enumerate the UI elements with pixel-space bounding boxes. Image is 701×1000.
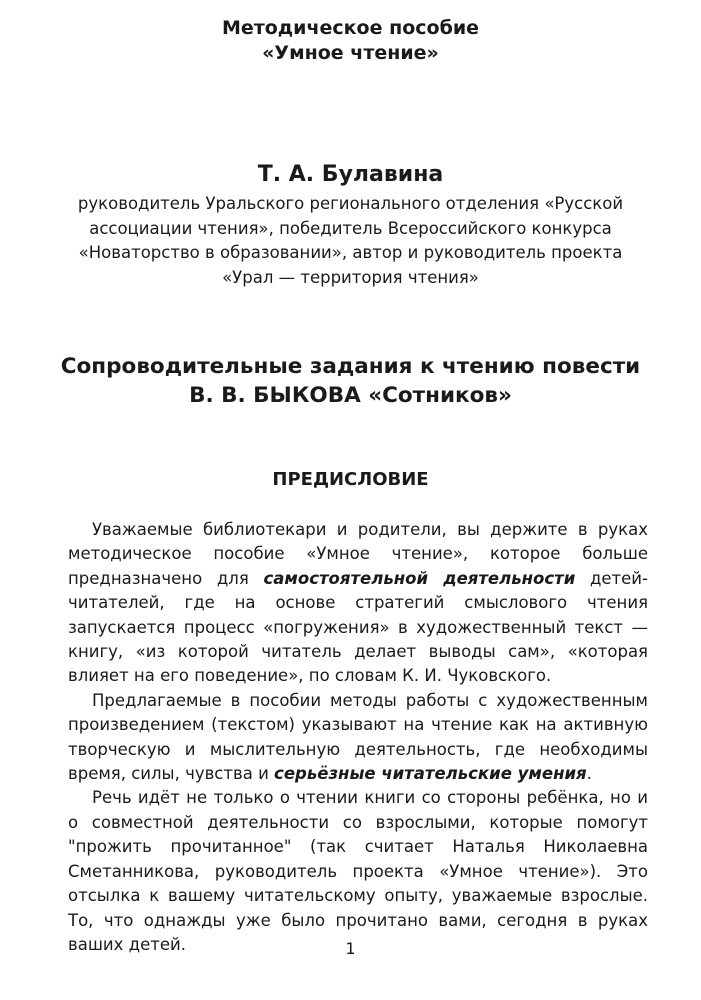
author-block [40, 160, 661, 290]
paragraph-1-text-b: детей-читателей, где на основе стратегий смыслового чтения запускается процесс «погружения» в художественный текст — книгу, «из которой читатель делает выводы сам», «которая влияет на его поведение», по словам К. И. Чуковского. [68, 568, 648, 686]
author-name: Т. А. Булавина [257, 162, 444, 187]
page-header [0, 16, 701, 66]
paragraph-1-text-a: Уважаемые библиотекари и родители, вы держите в руках методическое пособие «Умное чтение», которое больше предназначено для [68, 520, 648, 588]
body-text [68, 518, 648, 957]
paragraph-2-emphasis: серьёзные читательские умения [274, 764, 587, 784]
author-desc-line-4: «Урал — территория чтения» [222, 267, 479, 287]
header-line-1: Методическое пособие [221, 17, 480, 39]
author-desc-line-2: ассоциации чтения», победитель Всероссийского конкурса [89, 218, 612, 238]
section-heading: ПРЕДИСЛОВИЕ [272, 469, 429, 490]
author-desc-line-3: «Новаторство в образовании», автор и руководитель проекта [78, 243, 623, 262]
title-line-2: В. В. БЫКОВА «Сотников» [189, 383, 512, 408]
paragraph-2 [68, 689, 648, 787]
paragraph-1-emphasis: самостоятельной деятельности [263, 568, 576, 588]
paragraph-2-text-a: Предлагаемые в пособии методы работы с художественным произведением (текстом) указывают на чтение как на активную творческую и мыслительную деятельность, где необходимы время, силы, чувства и [68, 690, 648, 784]
header-line-2: «Умное чтение» [262, 42, 439, 64]
paragraph-1 [68, 518, 648, 689]
author-description [40, 192, 661, 290]
paragraph-2-text-b: . [586, 764, 592, 784]
author-desc-line-1: руководитель Уральского регионального отделения «Русской [77, 194, 624, 213]
page-number: 1 [345, 939, 356, 958]
document-title [20, 352, 681, 410]
paragraph-3: Речь идёт не только о чтении книги со стороны ребёнка, но и о совместной деятельности со взрослыми, которые помогут "прожить прочитанное" (так считает Наталья Николаевна Сметанникова, руководитель проекта «Умное чтение»). Это отсылка к вашему читательскому опыту, уважаемые взрослые. То, что однажды уже было прочитано вами, сегодня в руках ваших детей. [68, 788, 648, 954]
title-line-1: Сопроводительные задания к чтению повести [60, 354, 641, 379]
